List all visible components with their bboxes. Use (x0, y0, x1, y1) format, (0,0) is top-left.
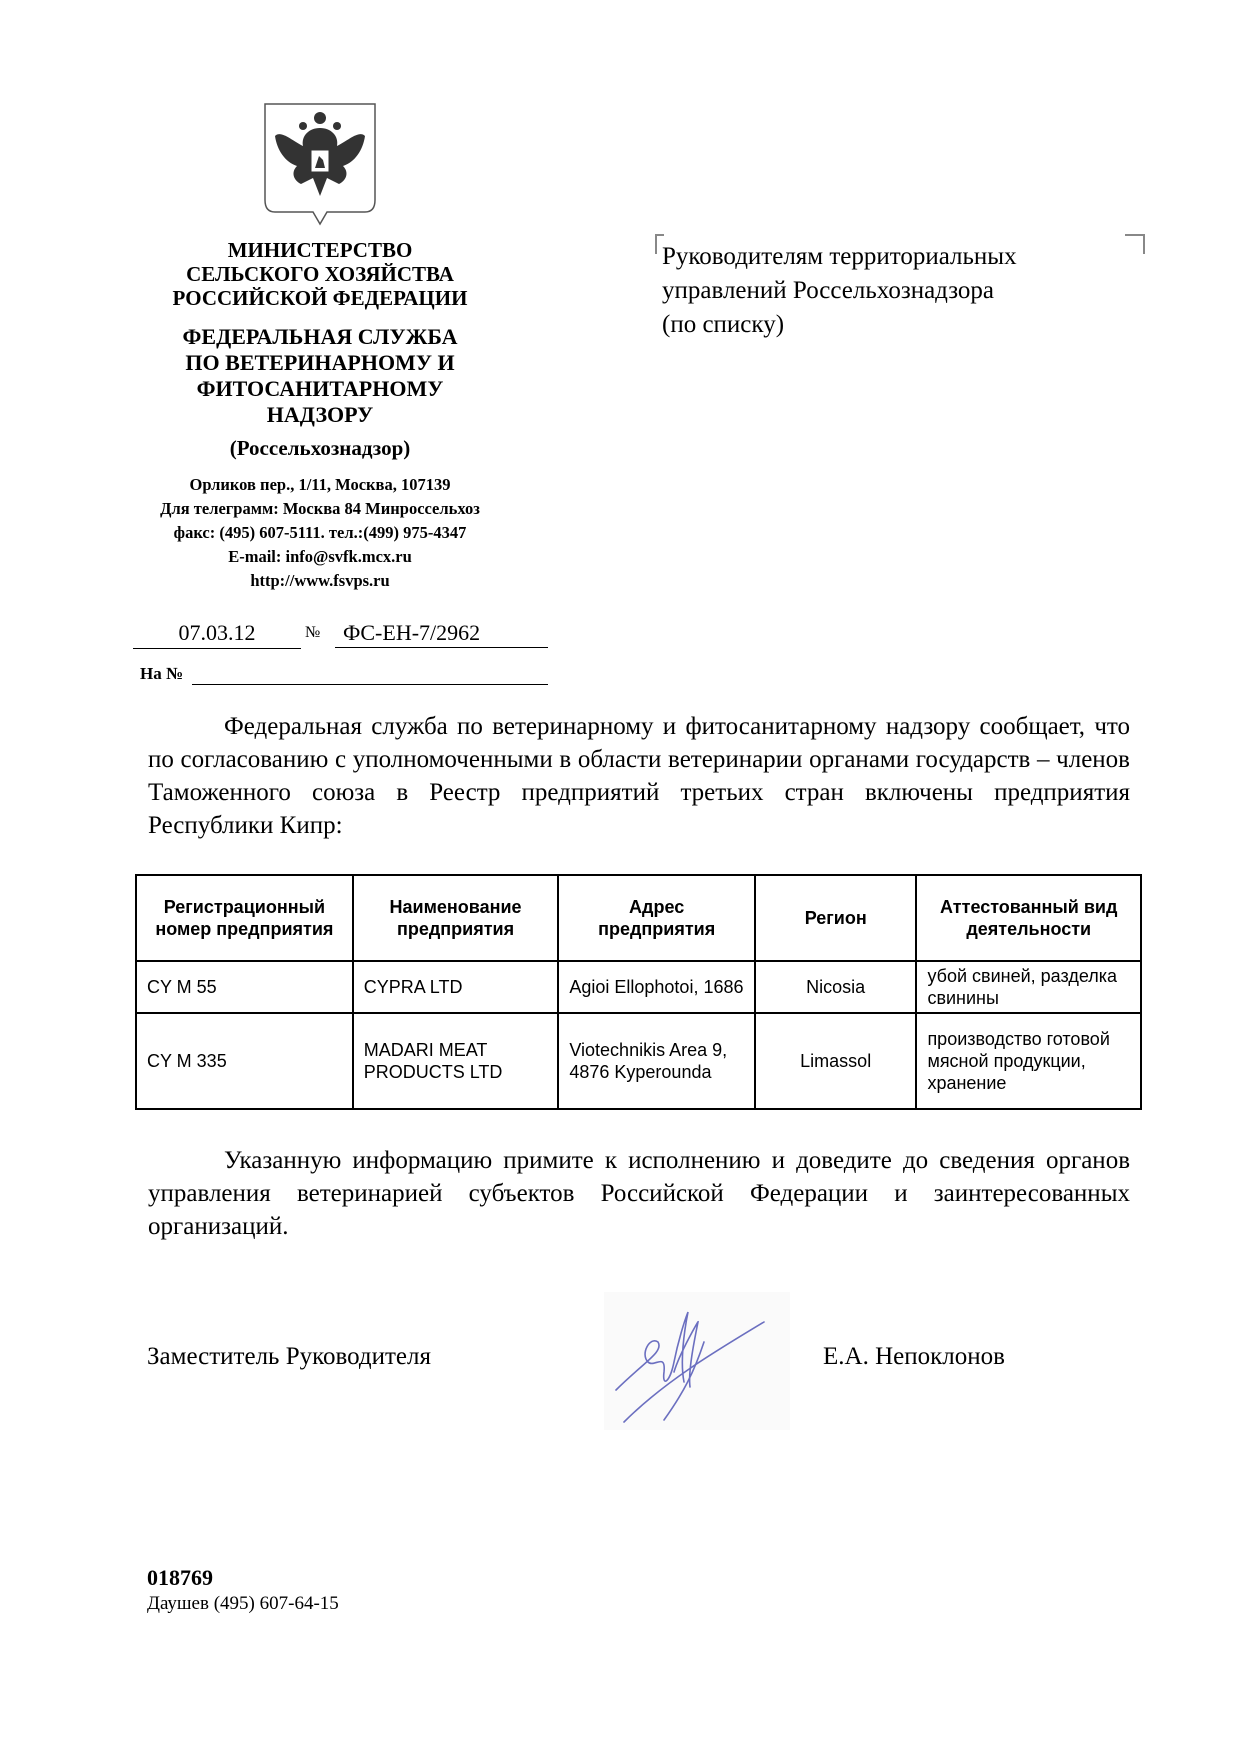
cell-address: Agioi Ellophotoi, 1686 (558, 961, 755, 1013)
addressee-bracket-right (1125, 234, 1145, 254)
number-sign: № (305, 624, 321, 641)
registration-line (133, 620, 548, 650)
reply-to-label: На № (140, 664, 184, 683)
signer-name: Е.А. Непоклонов (823, 1343, 1005, 1370)
document-date: 07.03.12 (133, 620, 301, 649)
letterhead (110, 100, 530, 593)
cell-region: Nicosia (755, 961, 917, 1013)
cell-reg-number: CY M 55 (136, 961, 353, 1013)
header-address: Адрес предприятия (558, 875, 755, 961)
cell-address: Viotechnikis Area 9, 4876 Kyperounda (558, 1013, 755, 1109)
cell-enterprise-name: MADARI MEAT PRODUCTS LTD (353, 1013, 559, 1109)
handwritten-signature (604, 1292, 790, 1430)
enterprise-registry-table (135, 874, 1142, 1110)
reply-to-blank (192, 684, 548, 685)
cell-activity: производство готовой мясной продукции, хранение (916, 1013, 1141, 1109)
telegram-address: Для телеграмм: Москва 84 Минроссельхоз (160, 499, 480, 518)
signer-position: Заместитель Руководителя (147, 1343, 431, 1370)
document-code: 018769 (147, 1565, 213, 1590)
cell-reg-number: CY M 335 (136, 1013, 353, 1109)
service-short-name: (Россельхознадзор) (229, 436, 411, 460)
service-name: ФЕДЕРАЛЬНАЯ СЛУЖБА ПО ВЕТЕРИНАРНОМУ И ФИТОСАНИТАРНОМУ НАДЗОРУ (182, 324, 458, 427)
coat-of-arms-icon (261, 100, 379, 230)
email-link[interactable]: E-mail: info@svfk.mcx.ru (228, 547, 412, 566)
intro-paragraph: Федеральная служба по ветеринарному и фитосанитарному надзору сообщает, что по согласованию с уполномоченными в области ветеринарии органами государств – членов Таможенного союза в Реестр предприятий третьих стран включены предприятия Республики Кипр: (148, 713, 1130, 839)
contacts-block (110, 473, 530, 593)
phone-fax: факс: (495) 607-5111. тел.:(499) 975-4347 (173, 523, 467, 542)
header-reg-number: Регистрационный номер предприятия (136, 875, 353, 961)
cell-enterprise-name: CYPRA LTD (353, 961, 559, 1013)
header-activity: Аттестованный вид деятельности (916, 875, 1141, 961)
document-number: ФС-ЕН-7/2962 (335, 620, 548, 648)
header-region: Регион (755, 875, 917, 961)
header-enterprise-name: Наименование предприятия (353, 875, 559, 961)
signature-icon (604, 1292, 790, 1430)
ministry-name: МИНИСТЕРСТВО СЕЛЬСКОГО ХОЗЯЙСТВА РОССИЙСКОЙ ФЕДЕРАЦИИ (172, 238, 468, 310)
closing-paragraph: Указанную информацию примите к исполнению и доведите до сведения органов управления ветеринарией субъектов Российской Федерации и заинтересованных организаций. (148, 1147, 1130, 1240)
cell-activity: убой свиней, разделка свинины (916, 961, 1141, 1013)
table-row (136, 961, 1141, 1013)
reply-to-line (140, 664, 548, 684)
postal-address: Орликов пер., 1/11, Москва, 107139 (189, 475, 451, 494)
website-link[interactable]: http://www.fsvps.ru (250, 571, 390, 590)
table-row (136, 1013, 1141, 1109)
addressee-block: Руководителям территориальных управлений Россельхознадзора (по списку) (662, 243, 1017, 338)
table-header-row (136, 875, 1141, 961)
cell-region: Limassol (755, 1013, 917, 1109)
executor-contact: Даушев (495) 607-64-15 (147, 1593, 339, 1614)
